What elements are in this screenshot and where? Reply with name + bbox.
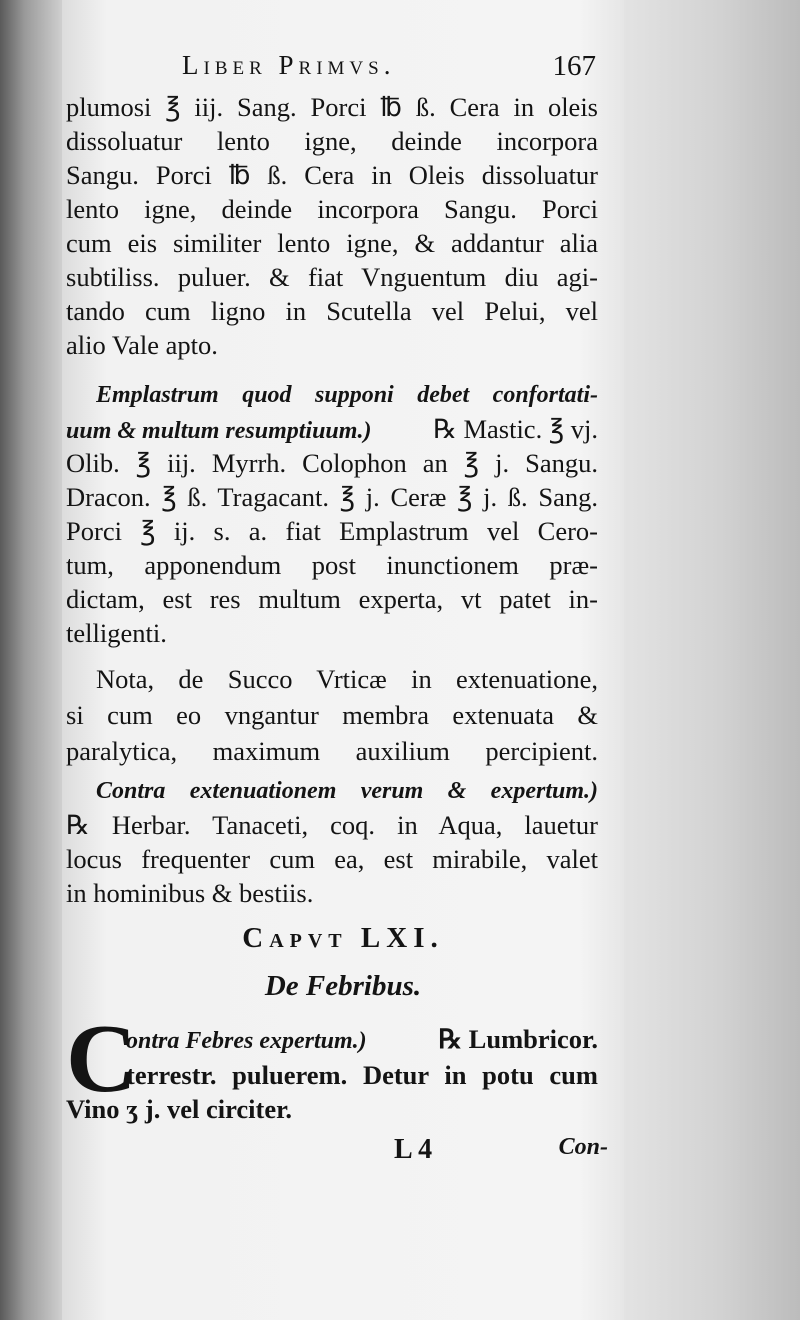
book-page — [62, 0, 624, 1320]
text-line: locus frequenter cum ea, est mirabile, valet — [66, 844, 598, 874]
text-line: dissoluatur lento igne, deinde incorpora — [66, 126, 598, 156]
text-line: Olib. ℥ iij. Myrrh. Colophon an ℥ j. Sangu. — [66, 448, 598, 478]
page-footer — [62, 1134, 624, 1168]
book-gutter-shadow — [0, 0, 62, 1320]
signature-mark: L 4 — [394, 1134, 433, 1165]
text-line: tum, apponendum post inunctionem præ- — [66, 550, 598, 580]
section-heading: Emplastrum quod supponi debet confortati- — [96, 382, 598, 408]
text-line: ℞ Herbar. Tanaceti, coq. in Aqua, lauetur — [66, 810, 598, 840]
text-line: Dracon. ℥ ß. Tragacant. ℥ j. Ceræ ℥ j. ß. Sang. — [66, 482, 598, 512]
running-head-title: Liber Primvs. — [182, 50, 396, 80]
section-heading: uum & multum resumptiuum.) — [66, 418, 372, 444]
text-line — [126, 1024, 598, 1055]
text-line: Sangu. Porci ℔ ß. Cera in Oleis dissoluatur — [66, 160, 598, 190]
text-line: subtiliss. puluer. & fiat Vnguentum diu agi- — [66, 262, 598, 292]
text-line: Nota, de Succo Vrticæ in extenuatione, — [96, 664, 598, 694]
recipe-text: ℞ Mastic. ℥ vj. — [433, 414, 598, 444]
chapter-heading: Capvt LXI. — [242, 922, 444, 954]
text-line: cum eis similiter lento igne, & addantur alia — [66, 228, 598, 258]
text-line: Vino ʒ j. vel circiter. — [66, 1094, 293, 1124]
text-line: dictam, est res multum experta, vt patet in- — [66, 584, 598, 614]
recipe-text: ℞ Lumbricor. — [438, 1024, 598, 1054]
chapter-subtitle: De Febribus. — [264, 970, 422, 1002]
page-text — [62, 0, 624, 1320]
catchword: Con- — [558, 1134, 608, 1160]
section-heading: ontra Febres expertum.) — [126, 1028, 367, 1054]
section-heading: Contra extenuationem verum & expertum.) — [96, 778, 598, 804]
text-line: telligenti. — [66, 618, 167, 648]
text-line: in hominibus & bestiis. — [66, 878, 314, 908]
text-line — [66, 414, 598, 445]
text-line: paralytica, maximum auxilium percipient. — [66, 736, 598, 766]
text-line: lento igne, deinde incorpora Sangu. Porci — [66, 194, 598, 224]
drop-cap: C — [66, 1005, 137, 1113]
page-margin-right — [624, 0, 800, 1320]
text-line: plumosi ℥ iij. Sang. Porci ℔ ß. Cera in oleis — [66, 92, 598, 122]
running-head — [62, 50, 624, 86]
text-line: tando cum ligno in Scutella vel Pelui, vel — [66, 296, 598, 326]
text-line: terrestr. puluerem. Detur in potu cum — [126, 1060, 598, 1090]
text-line: si cum eo vngantur membra extenuata & — [66, 700, 598, 730]
page-number: 167 — [552, 50, 596, 82]
text-line: Porci ℥ ij. s. a. fiat Emplastrum vel Cero- — [66, 516, 598, 546]
text-line: alio Vale apto. — [66, 330, 218, 360]
